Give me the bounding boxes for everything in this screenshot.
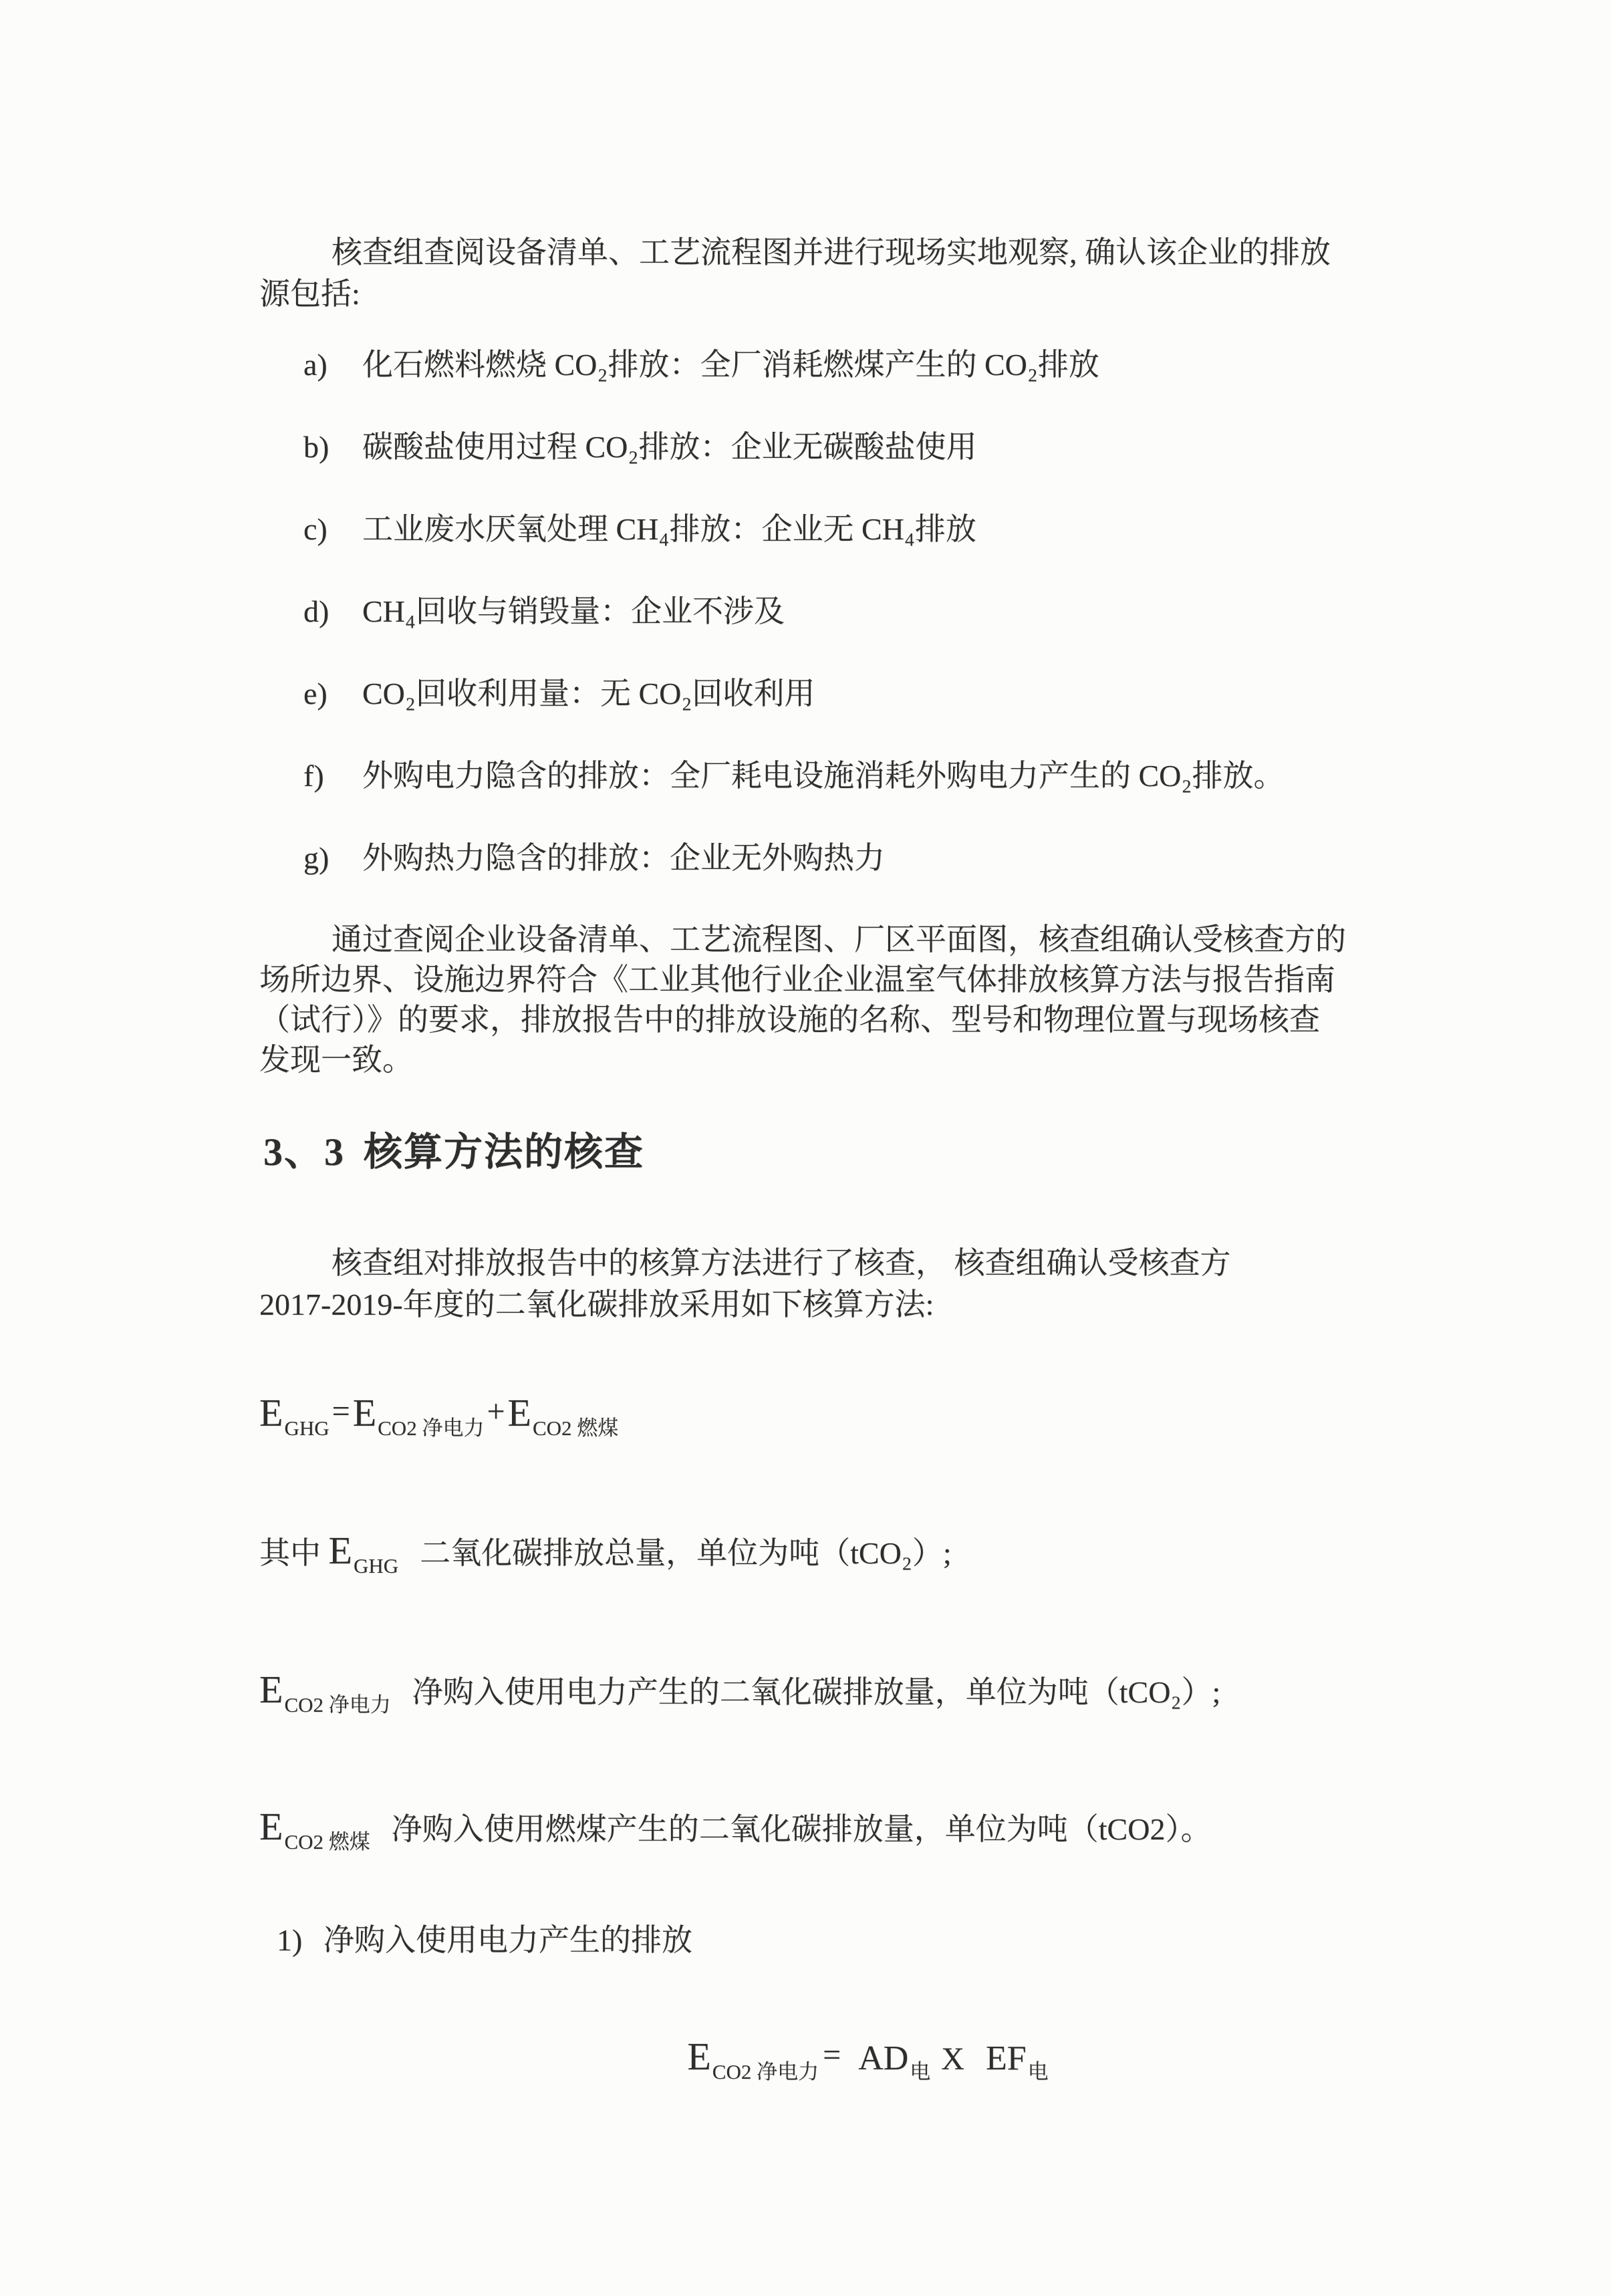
paragraph-line: 通过查阅企业设备清单、工艺流程图、厂区平面图，核查组确认受核查方的 [331,922,1346,956]
paragraph-line: 核查组对排放报告中的核算方法进行了核查， 核查组确认受核查方 [331,1246,1231,1280]
list-marker: c) [303,512,327,546]
paragraph-line: 发现一致。 [259,1043,413,1077]
formula-term-base: E [352,1391,377,1434]
formula-subscript: CO2 净电力 [378,1416,485,1440]
formula-subscript: CO2 燃煤 [532,1416,619,1440]
intro-paragraph [259,232,1376,315]
list-marker: f) [303,759,324,793]
formula-subscript: CO2 净电力 [712,2060,819,2083]
list-item [259,673,1376,715]
list-item [259,838,1376,879]
list-item-text: 化石燃料燃烧 CO₂排放：全厂消耗燃煤产生的 CO₂排放 [362,348,1099,382]
emission-source-list [259,344,1376,879]
multiply-operator: X [941,2041,964,2077]
formula-term-base: E [259,1805,283,1848]
formula-total-emissions [259,1388,1376,1452]
definition-text: 二氧化碳排放总量，单位为吨（tCO₂）; [420,1536,952,1570]
list-marker: g) [303,841,329,875]
definition-net-electricity [259,1666,1376,1729]
list-marker: a) [303,348,327,382]
definition-text: 净购入使用电力产生的二氧化碳排放量，单位为吨（tCO₂）; [412,1675,1221,1709]
list-item [259,755,1376,797]
formula-subscript: 电 [1027,2060,1049,2083]
method-paragraph [259,1243,1376,1325]
definition-text: 净购入使用燃煤产生的二氧化碳排放量，单位为吨（tCO2）。 [391,1812,1212,1846]
boundary-paragraph [259,920,1376,1080]
formula-subscript: GHG [353,1554,399,1577]
heading-number: 3、3 [263,1130,346,1174]
list-item-text: 碳酸盐使用过程 CO₂排放：企业无碳酸盐使用 [362,430,977,464]
paragraph-line: 核查组查阅设备清单、工艺流程图并进行现场实地观察, 确认该企业的排放 [331,235,1331,269]
paragraph-line: 2017-2019-年度的二氧化碳排放采用如下核算方法: [259,1287,934,1321]
definition-prefix: 其中 [259,1536,329,1570]
list-item-text: CH₄回收与销毁量：企业不涉及 [362,594,785,628]
definition-coal [259,1803,1376,1866]
heading-title: 核算方法的核查 [364,1130,645,1174]
list-marker: 1) [277,1923,303,1957]
formula-term-base: E [328,1529,352,1572]
formula-term-base: EF [985,2039,1027,2077]
list-item-text: 工业废水厌氧处理 CH₄排放：企业无 CH₄排放 [362,512,976,546]
paragraph-line: 源包括: [259,277,360,311]
formula-subscript: 电 [910,2060,931,2083]
list-item [259,591,1376,632]
list-item [259,509,1376,550]
paragraph-line: （试行）》的要求，排放报告中的排放设施的名称、型号和物理位置与现场核查 [259,1003,1320,1037]
formula-term-base: E [507,1391,531,1434]
section-heading [263,1131,1376,1174]
equals-operator: = [823,2037,841,2073]
list-item [259,426,1376,468]
formula-subscript: GHG [284,1416,329,1440]
formula-term-base: E [687,2035,711,2078]
list-item-text: 净购入使用电力产生的排放 [323,1923,692,1957]
formula-subscript: CO2 净电力 [284,1693,391,1716]
list-marker: b) [303,430,329,464]
numbered-item [259,1920,1376,1961]
list-item-text: 外购电力隐含的排放：全厂耗电设施消耗外购电力产生的 CO₂排放。 [362,759,1285,793]
list-item-text: CO₂回收利用量：无 CO₂回收利用 [362,676,815,711]
list-marker: d) [303,594,329,628]
list-item-text: 外购热力隐含的排放：企业无外购热力 [362,841,885,875]
list-marker: e) [303,676,327,711]
formula-term-base: E [259,1391,283,1434]
paragraph-line: 场所边界、设施边界符合《工业其他行业企业温室气体排放核算方法与报告指南 [259,963,1335,997]
formula-term-base: AD [858,2039,909,2077]
definition-ghg [259,1527,1376,1590]
list-item [259,344,1376,386]
formula-subscript: CO2 燃煤 [284,1830,370,1854]
plus-operator: + [487,1394,505,1429]
formula-electricity-emissions [259,2031,1376,2096]
formula-term-base: E [259,1668,283,1711]
equals-operator: = [331,1394,350,1429]
